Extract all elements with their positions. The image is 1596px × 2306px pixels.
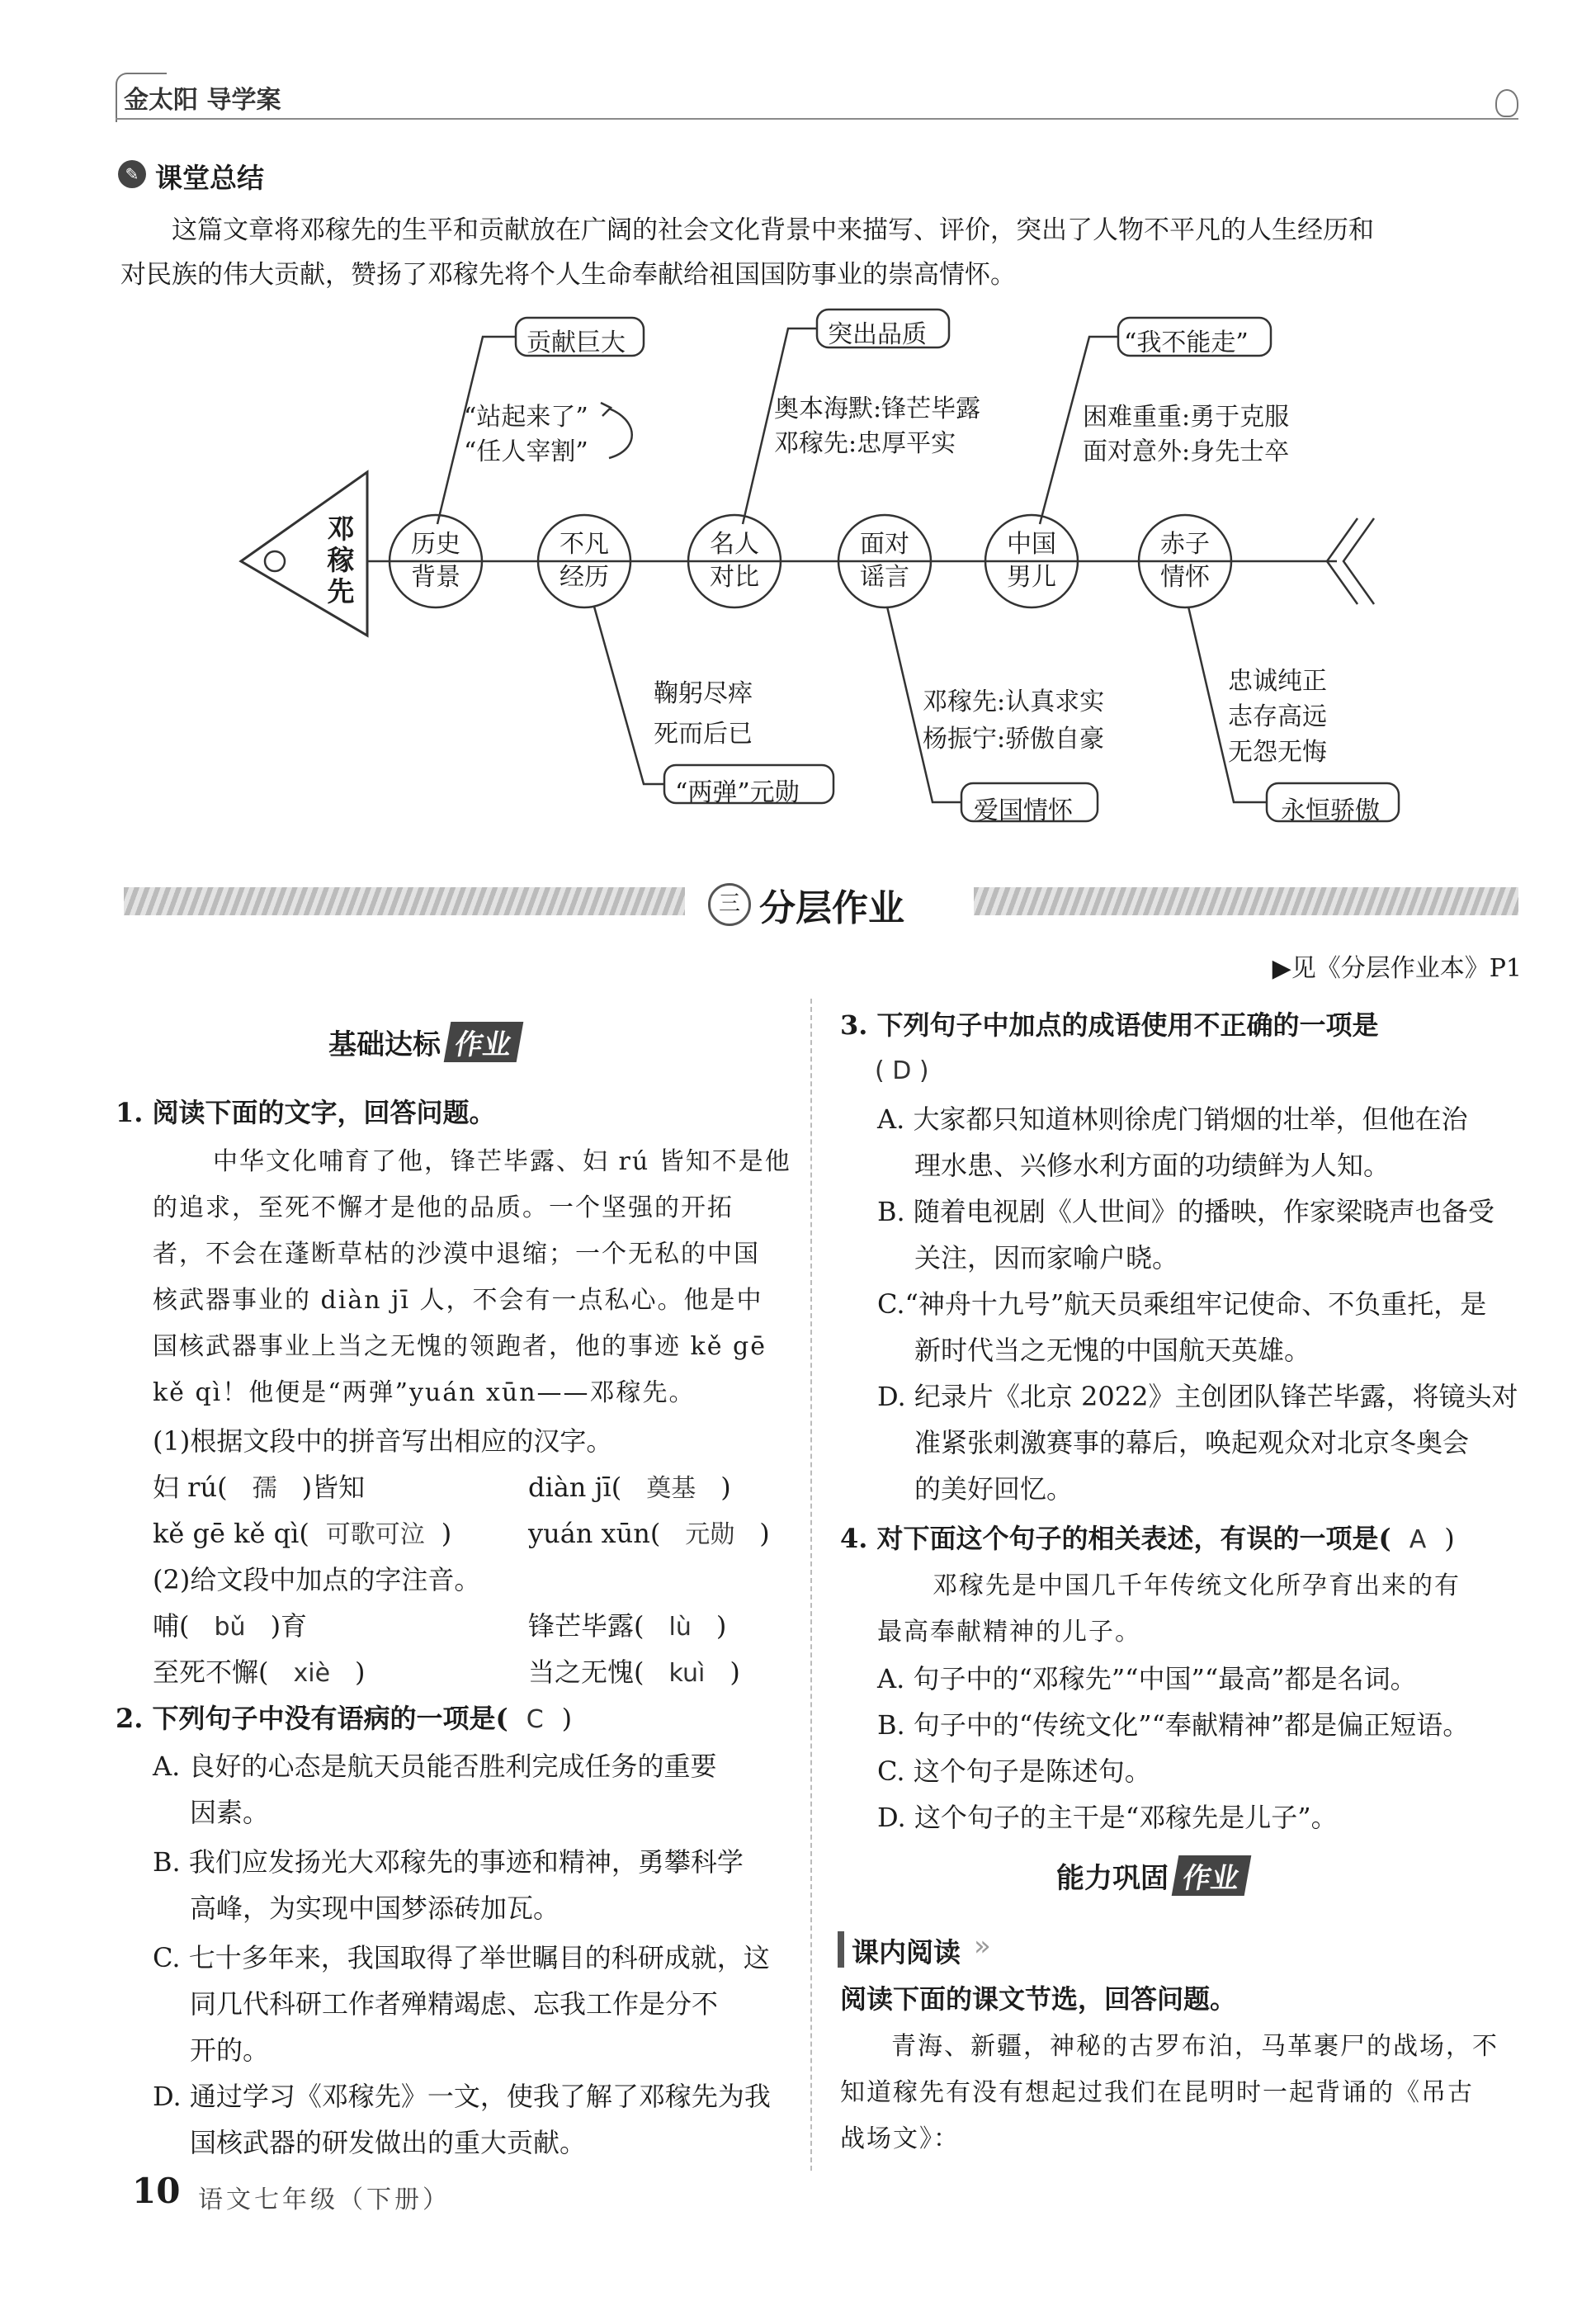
summary-line-2: 对民族的伟大贡献，赞扬了邓稼先将个人生命奉献给祖国国防事业的崇高情怀。 [120,260,1016,290]
q2-option-d-cont: 国核武器的研发做出的重大贡献。 [190,2127,587,2158]
bottom-box-2: 爱国情怀 [974,796,1073,825]
node-4: 面对 谣言 [860,530,909,592]
column-divider [810,999,812,2171]
q1-passage-line: 中华文化哺育了他，锋芒毕露、妇 rú 皆知不是他 [213,1147,791,1176]
q1-sub2: (2)给文段中加点的字注音。 [153,1564,481,1595]
bottom-note-1a: 鞠躬尽瘁 [654,679,753,708]
bottom-note-1b: 死而后已 [654,720,753,749]
page-number: 10 [132,2171,181,2211]
node-3: 名人 对比 [710,530,759,592]
q4-quote-line: 最高奉献精神的儿子。 [877,1618,1141,1647]
q1-sub2-item: 当之无愧( kuì ) [528,1656,740,1688]
q1-sub1-item: 妇 rú( 孺 )皆知 [153,1472,366,1503]
q3-option-b-cont: 关注，因而家喻户晓。 [914,1242,1179,1273]
top-note-2b: 邓稼先:忠厚平实 [774,429,956,458]
q3-option-d-cont: 准紧张刺激赛事的幕后，唤起观众对北京冬奥会 [914,1427,1470,1458]
q3-option-c: C.“神舟十九号”航天员乘组牢记使命、不负重托，是 [877,1288,1487,1320]
q2-option-c-cont: 同几代科研工作者殚精竭虑、忘我工作是分不 [190,1988,719,2020]
q3-option-d: D. 纪录片《北京 2022》主创团队锋芒毕露，将镜头对 [877,1381,1518,1412]
q1-sub2-item: 哺( bǔ )育 [153,1610,308,1642]
q1-sub2-item: 锋芒毕露( lù ) [528,1610,727,1642]
top-box-3: “我不能走” [1124,328,1249,357]
summary-line-1: 这篇文章将邓稼先的生平和贡献放在广阔的社会文化背景中来描写、评价，突出了人物不平凡的人生经历和 [172,215,1374,245]
q4-option-c: C. 这个句子是陈述句。 [877,1755,1151,1787]
q1-sub1-item: yuán xūn( 元勋 ) [528,1518,770,1549]
reading-line: 青海、新疆，神秘的古罗布泊，马革裹尸的战场，不 [891,2032,1499,2061]
mindmap-center: 邓稼先 [327,513,355,607]
bottom-note-2b: 杨振宁:骄傲自豪 [923,725,1105,754]
reading-label: 课内阅读 [852,1936,961,1968]
homework-icon: 三 [708,883,751,926]
q1-passage-line: 者，不会在蓬断草枯的沙漠中退缩；一个无私的中国 [153,1240,760,1269]
reading-line: 战场文》： [840,2124,960,2153]
top-note-3b: 面对意外:身先士卒 [1083,437,1290,466]
q4-option-b: B. 句子中的“传统文化”“奉献精神”都是偏正短语。 [877,1709,1470,1741]
q3-option-a: A. 大家都只知道林则徐虎门销烟的壮举，但他在治 [877,1103,1468,1135]
mindmap-diagram [0,297,1596,842]
summary-title: 课堂总结 [155,162,264,194]
q1-stem: 1. 阅读下面的文字，回答问题。 [116,1097,496,1128]
q3-option-d-cont: 的美好回忆。 [914,1473,1074,1505]
basic-tag: 基础达标 作业 [328,1022,520,1062]
q1-passage-line: 国核武器事业上当之无愧的领跑者，他的事迹 kě gē [153,1332,767,1361]
q1-sub1-item: kě gē kě qì( 可歌可泣 ) [153,1518,452,1549]
q3-option-c-cont: 新时代当之无愧的中国航天英雄。 [914,1335,1311,1366]
reading-line: 知道稼先有没有想起过我们在昆明时一起背诵的《吊古 [840,2078,1474,2107]
bottom-note-2a: 邓稼先:认真求实 [923,688,1105,716]
q1-sub1: (1)根据文段中的拼音写出相应的汉字。 [153,1425,613,1457]
q2-option-b-cont: 高峰，为实现中国梦添砖加瓦。 [190,1893,560,1924]
q1-passage-line: 核武器事业的 diàn jī 人，不会有一点私心。他是中 [153,1286,763,1315]
bottom-box-3: 永恒骄傲 [1281,796,1380,825]
q1-passage-line: 的追求，至死不懈才是他的品质。一个坚强的开拓 [153,1193,734,1222]
q2-option-c: C. 七十多年来，我国取得了举世瞩目的科研成就，这 [153,1942,770,1973]
q4-quote-line: 邓稼先是中国几千年传统文化所孕育出来的有 [933,1571,1461,1600]
q1-passage-line: kě qì！他便是“两弹”yuán xūn——邓稼先。 [153,1378,696,1407]
q1-sub2-item: 至死不懈( xiè ) [153,1656,366,1688]
q4-stem: 4. 对下面这个句子的相关表述，有误的一项是( A ) [840,1523,1455,1554]
summary-icon: ✎ [118,160,146,188]
top-note-1b: “任人宰割” [464,437,588,466]
bottom-note-3b: 志存高远 [1228,702,1327,731]
footer-subject: 语文七年级（下册） [198,2186,451,2214]
q2-stem: 2. 下列句子中没有语病的一项是( C ) [116,1703,573,1734]
q2-option-d: D. 通过学习《邓稼先》一文，使我了解了邓稼先为我 [153,2081,771,2112]
q4-option-d: D. 这个句子的主干是“邓稼先是儿子”。 [877,1802,1338,1833]
header-brand: 金太阳 导学案 [124,86,281,115]
top-box-1: 贡献巨大 [526,328,626,357]
node-5: 中国 男儿 [1007,530,1056,592]
node-2: 不凡 经历 [560,530,609,592]
q3-option-a-cont: 理水患、兴修水利方面的功绩鲜为人知。 [914,1150,1391,1181]
q2-option-a-cont: 因素。 [190,1797,270,1828]
header-rule [116,118,1518,120]
top-note-2a: 奥本海默:锋芒毕露 [774,395,981,423]
q4-option-a: A. 句子中的“邓稼先”“中国”“最高”都是名词。 [877,1663,1417,1694]
chevron-right-icon: » [974,1930,991,1963]
top-note-1a: “站起来了” [464,403,588,432]
lightbulb-icon [1495,89,1518,117]
q3-option-b: B. 随着电视剧《人世间》的播映，作家梁晓声也备受 [877,1196,1494,1227]
bottom-box-1: “两弹”元勋 [675,778,800,807]
q1-sub1-item: diàn jī( 奠基 ) [528,1472,731,1503]
q2-option-b: B. 我们应发扬光大邓稼先的事迹和精神，勇攀科学 [153,1846,744,1878]
homework-title: 分层作业 [759,887,904,929]
node-6: 赤子 情怀 [1160,530,1210,592]
q2-option-a: A. 良好的心态是航天员能否胜利完成任务的重要 [153,1751,717,1782]
q2-option-c-cont: 开的。 [190,2034,270,2066]
q3-answer: ( D ) [875,1056,929,1085]
bottom-note-3c: 无怨无悔 [1228,738,1327,767]
bottom-note-3a: 忠诚纯正 [1228,667,1327,696]
node-1: 历史 背景 [411,530,460,592]
top-box-2: 突出品质 [828,320,927,349]
top-note-3a: 困难重重:勇于克服 [1083,403,1290,432]
reading-instruction: 阅读下面的课文节选，回答问题。 [840,1983,1237,2015]
reading-label-marker [838,1931,844,1968]
ability-tag: 能力巩固 作业 [1056,1855,1248,1896]
homework-reference: ▶见《分层作业本》P1 [1272,954,1522,983]
q3-stem: 3. 下列句子中加点的成语使用不正确的一项是 [840,1009,1379,1041]
